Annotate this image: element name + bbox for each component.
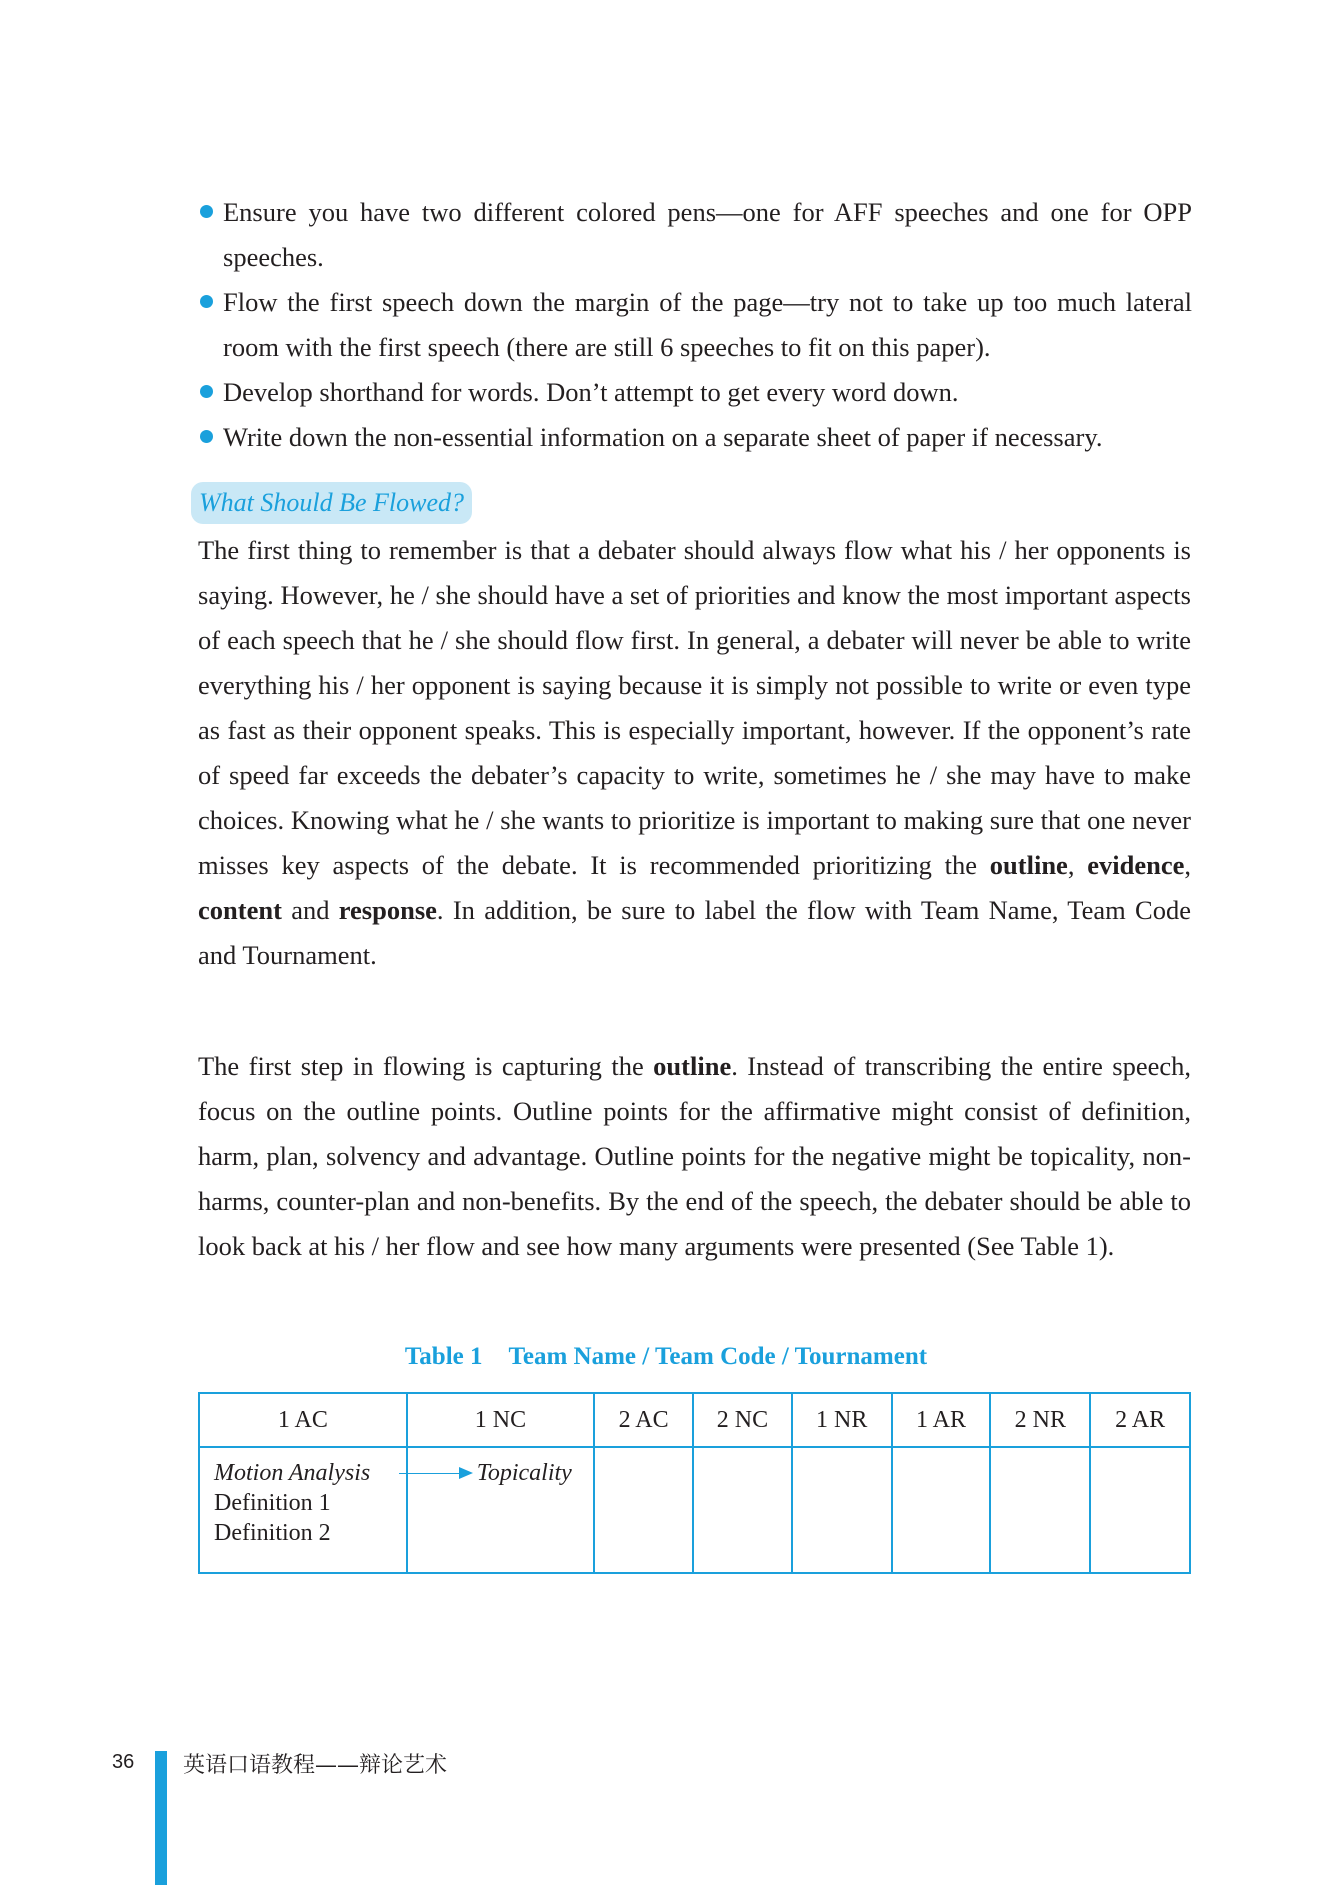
table-header-cell: 1 NC	[407, 1393, 595, 1447]
table-header-cell: 1 NR	[792, 1393, 892, 1447]
table-cell	[892, 1447, 991, 1573]
table-row	[199, 1447, 1190, 1573]
table-header-cell: 1 AR	[892, 1393, 991, 1447]
table-header-cell: 2 NR	[990, 1393, 1090, 1447]
bullet-item: Ensure you have two different colored pens—one for AFF speeches and one for OPP speeches.	[198, 190, 1192, 280]
bullet-dot-icon	[200, 385, 213, 398]
bullet-dot-icon	[200, 205, 213, 218]
table-header-cell: 2 AR	[1090, 1393, 1190, 1447]
bullet-item: Develop shorthand for words. Don’t attempt to get every word down.	[198, 370, 1192, 415]
bold-term: outline	[989, 850, 1068, 880]
table-header-cell: 2 NC	[693, 1393, 792, 1447]
table-header-row	[199, 1393, 1190, 1447]
bullet-dot-icon	[200, 295, 213, 308]
table-cell	[1090, 1447, 1190, 1573]
arrow-right-icon	[459, 1467, 473, 1479]
table-cell	[594, 1447, 693, 1573]
table-caption: Table 1 Team Name / Team Code / Tournament	[404, 1343, 928, 1370]
section-heading: What Should Be Flowed?	[191, 482, 472, 524]
table-cell	[693, 1447, 792, 1573]
bold-term: response	[338, 895, 437, 925]
page-number: 36	[112, 1751, 135, 1773]
bullet-item: Write down the non-essential information on a separate sheet of paper if necessary.	[198, 415, 1192, 460]
bullet-item: Flow the first speech down the margin of the page—try not to take up too much lateral room with the first speech (there are still 6 speeches to fit on this paper).	[198, 280, 1192, 370]
running-head: 英语口语教程——辩论艺术	[183, 1753, 448, 1778]
bullet-list	[198, 190, 1192, 460]
table-header-cell: 1 AC	[199, 1393, 407, 1447]
table-cell	[990, 1447, 1090, 1573]
body-paragraph-1: The first thing to remember is that a debater should always flow what his / her opponents is saying. However, he / she should have a set of priorities and know the most important aspects of each speech that he / she should flow first. In general, a debater will never be able to write everything his / her opponent is saying because it is simply not possible to write or even type as fast as their opponent speaks. This is especially important, however. If the opponent’s rate of speed far exceeds the debater’s capacity to write, sometimes he / she may have to make choices. Knowing what he / she wants to prioritize is important to making sure that one never misses key aspects of the debate. It is recommended prioritizing the outline, evidence, content and response. In addition, be sure to label the flow with Team Name, Team Code and Tournament.	[198, 535, 1191, 970]
body-paragraph-2: The first step in flowing is capturing the outline. Instead of transcribing the entire speech, focus on the outline points. Outline points for the affirmative might consist of definition, harm, plan, solvency and advantage. Outline points for the negative might be topicality, non-harms, counter-plan and non-benefits. By the end of the speech, the debater should be able to look back at his / her flow and see how many arguments were presented (See Table 1).	[198, 1051, 1191, 1261]
bold-term: evidence	[1087, 850, 1185, 880]
flow-table	[198, 1392, 1191, 1574]
footer-accent-bar	[155, 1751, 167, 1885]
table-cell-1ac: Motion Analysis Definition 1 Definition 2	[199, 1447, 407, 1573]
bullet-dot-icon	[200, 430, 213, 443]
arrow-line	[399, 1473, 463, 1474]
bold-term: content	[198, 895, 282, 925]
bold-term: outline	[653, 1051, 732, 1081]
table-cell-1nc: Topicality	[407, 1447, 595, 1573]
table-cell	[792, 1447, 892, 1573]
table-header-cell: 2 AC	[594, 1393, 693, 1447]
